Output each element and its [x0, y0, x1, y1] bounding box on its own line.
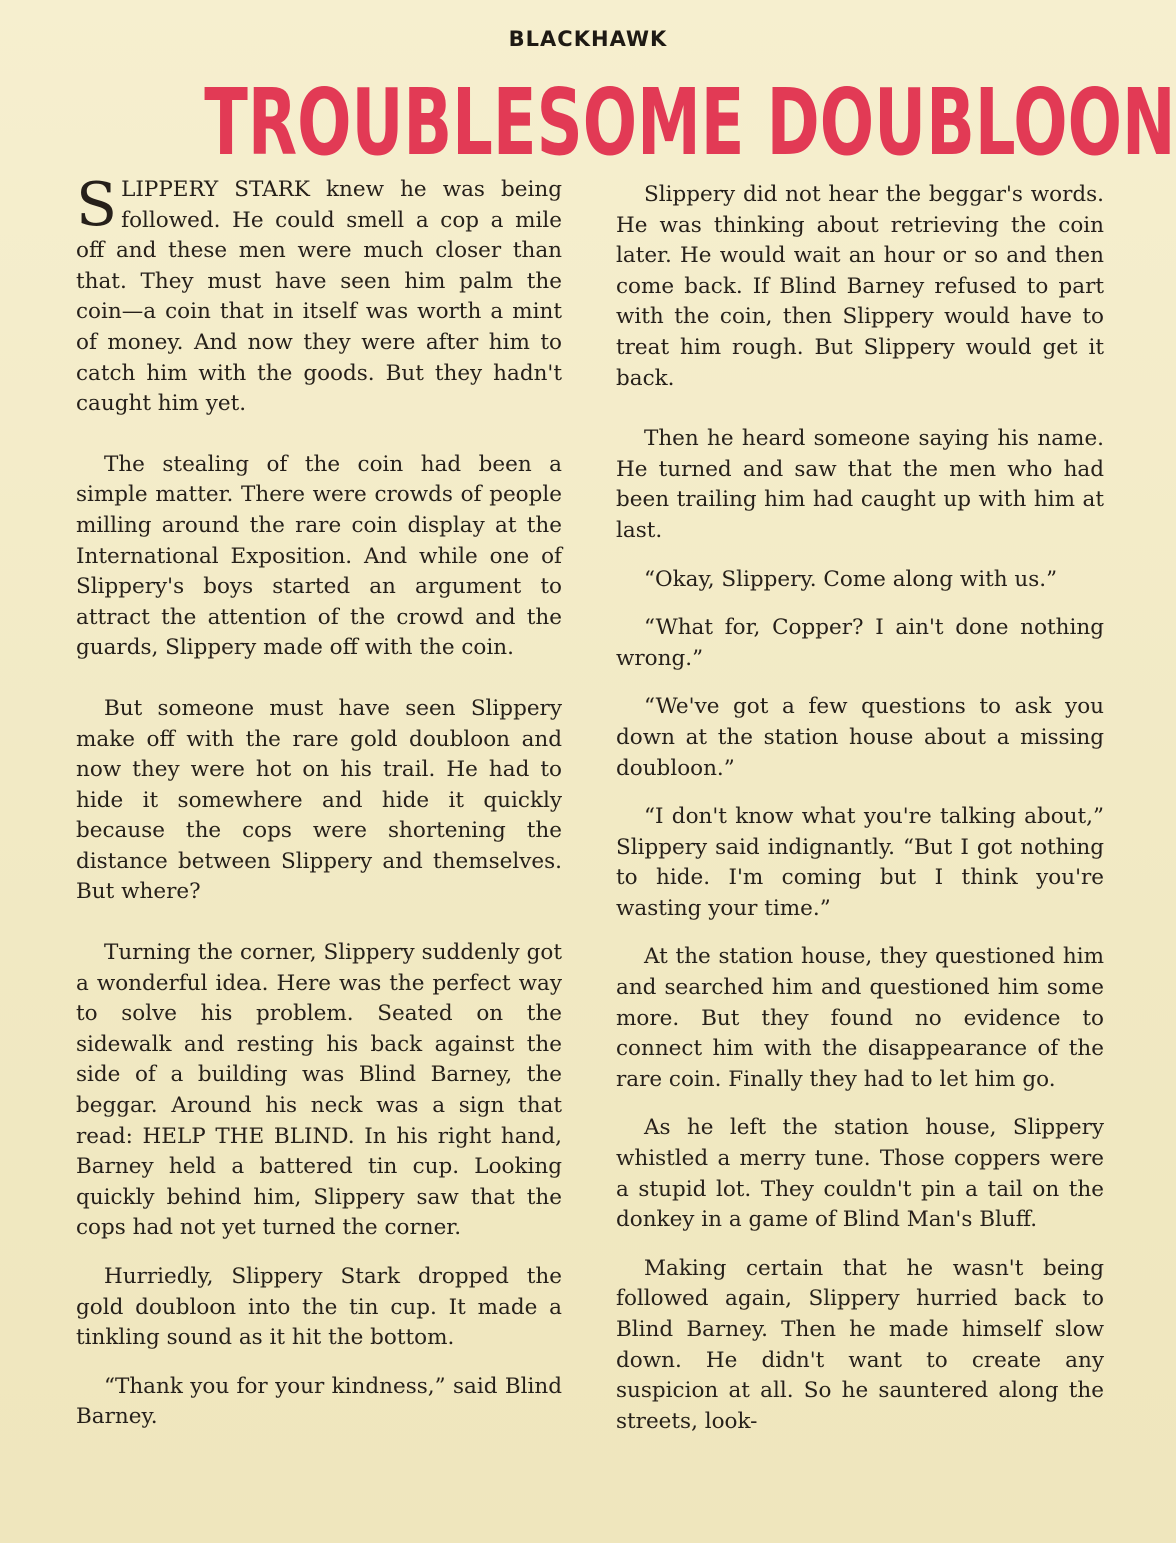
paragraph: Making certain that he wasn't being followed again, Slippery hurried back to Blind Barney. Then he made himself slow down. He didn't want to create any suspicion at all. So he sauntered along the streets, look- — [616, 1255, 1104, 1434]
paragraph: Hurriedly, Slippery Stark dropped the gold doubloon into the tin cup. It made a tinkling sound as it hit the bottom. — [76, 1264, 562, 1351]
paragraph: Slippery did not hear the beggar's words. He was thinking about retrieving the coin later. He would wait an hour or so and then come back. If Blind Barney refused to part with the coin, then Slippery would have to treat him rough. But Slippery would get it back. — [616, 182, 1104, 391]
paragraph: At the station house, they questioned him and searched him and questioned him some more. But they found no evidence to connect him with the disappearance of the rare coin. Finally they had to let him go. — [616, 944, 1104, 1092]
paragraph: Turning the corner, Slippery suddenly got a wonderful idea. Here was the perfect way to solve his problem. Seated on the sidewalk and resting his back against the side of a building was Blind Barney, the beggar. Around his neck was a sign that read: HELP THE BLIND. In his right hand, Barney held a battered tin cup. Looking quickly behind him, Slippery saw that the cops had not yet turned the corner. — [76, 940, 562, 1241]
paragraph: “What for, Copper? I ain't done nothing wrong.” — [616, 615, 1104, 671]
paragraph: “I don't know what you're talking about,” Slippery said indignantly. “But I got nothing to hide. I'm coming but I think you're wasting your time.” — [616, 804, 1104, 921]
left-column — [76, 170, 562, 1463]
paragraph: Then he heard someone saying his name. He turned and saw that the men who had been trailing him had caught up with him at last. — [616, 426, 1104, 543]
paragraph: “We've got a few questions to ask you down at the station house about a missing doubloon.” — [616, 694, 1104, 781]
right-column — [616, 180, 1104, 1467]
story-title: TROUBLESOME DOUBLOON — [204, 70, 1176, 177]
paragraph-text: LIPPERY STARK knew he was being followed. He could smell a cop a mile off and these men were much closer than that. They must have seen him palm the coin—a coin that in itself was worth a mint of money. And now they were after him to catch him with the goods. But they hadn't caught him yet. — [76, 177, 562, 417]
paragraph: The stealing of the coin had been a simple matter. There were crowds of people milling around the rare coin display at the International Exposition. And while one of Slippery's boys started an argument to attract the attention of the crowd and the guards, Slippery made off with the coin. — [76, 451, 562, 661]
drop-cap: S — [76, 170, 118, 240]
paragraph: As he left the station house, Slippery whistled a merry tune. Those coppers were a stupid lot. They couldn't pin a tail on the donkey in a game of Blind Man's Bluff. — [616, 1115, 1104, 1233]
paragraph: “Okay, Slippery. Come along with us.” — [644, 566, 1058, 592]
paragraph — [76, 170, 562, 420]
running-header: BLACKHAWK — [508, 27, 668, 51]
paragraph: “Thank you for your kindness,” said Blind Barney. — [76, 1373, 562, 1430]
paragraph: But someone must have seen Slippery make off with the rare gold doubloon and now they were hot on his trail. He had to hide it somewhere and hide it quickly because the cops were shortening the distance between Slippery and themselves. But where? — [76, 695, 562, 905]
